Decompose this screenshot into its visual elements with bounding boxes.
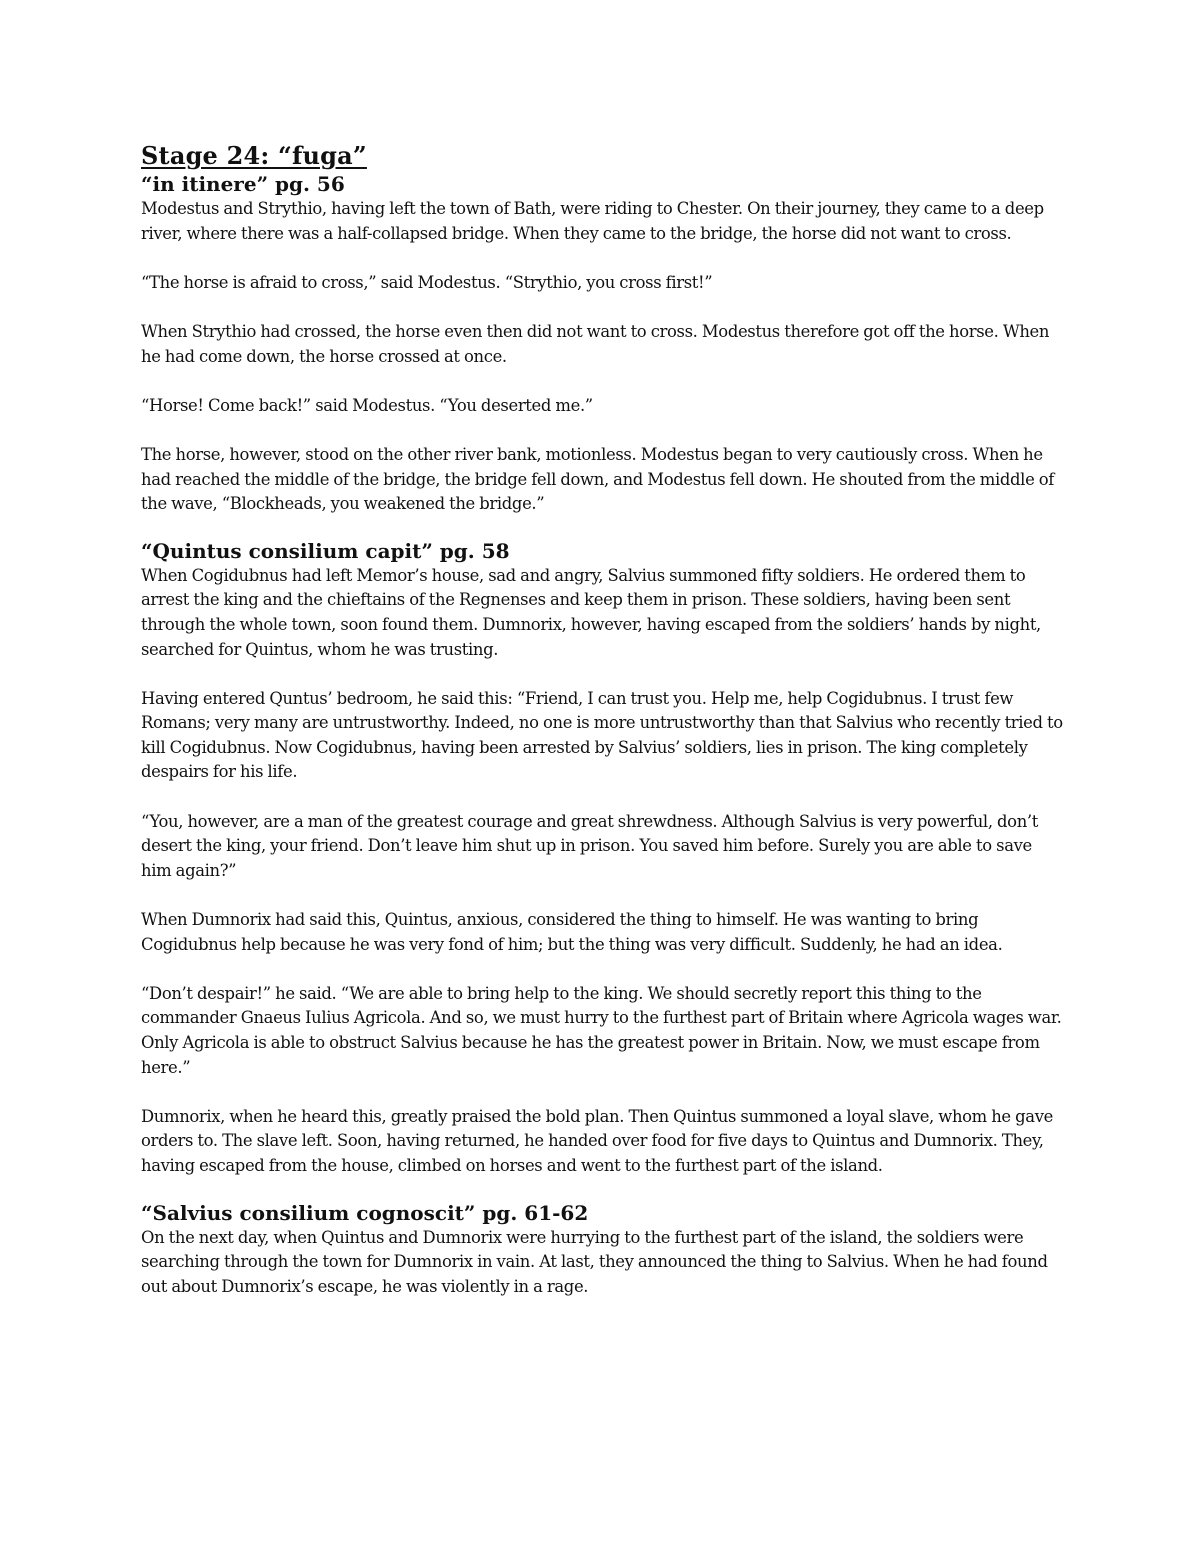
paragraph: When Dumnorix had said this, Quintus, anxious, considered the thing to himself. He was wanting to bring Cogidubnus help because he was very fond of him; but the thing was very difficult. Suddenly, he had an idea. <box>141 910 1003 954</box>
section-in-itinere <box>141 172 1066 517</box>
paragraph: “Horse! Come back!” said Modestus. “You deserted me.” <box>141 395 593 415</box>
page-title: Stage 24: “fuga” <box>141 141 367 170</box>
section-heading: “in itinere” pg. 56 <box>141 172 345 196</box>
paragraph: Dumnorix, when he heard this, greatly praised the bold plan. Then Quintus summoned a loyal slave, whom he gave orders to. The slave left. Soon, having returned, he handed over food for five days to Quintus and Dumnorix. They, having escaped from the house, climbed on horses and went to the furthest part of the island. <box>141 1106 1053 1175</box>
paragraph: Modestus and Strythio, having left the town of Bath, were riding to Chester. On their journey, they came to a deep river, where there was a half-collapsed bridge. When they came to the bridge, the horse did not want to cross. <box>141 199 1044 243</box>
paragraph: When Strythio had crossed, the horse even then did not want to cross. Modestus therefore got off the horse. When he had come down, the horse crossed at once. <box>141 321 1050 366</box>
paragraph: “You, however, are a man of the greatest courage and great shrewdness. Although Salvius is very powerful, don’t desert the king, your friend. Don’t leave him shut up in prison. You saved him before. Surely you are able to save him again?” <box>141 811 1039 880</box>
paragraph: On the next day, when Quintus and Dumnorix were hurrying to the furthest part of the island, the soldiers were searching through the town for Dumnorix in vain. At last, they announced the thing to Salvius. When he had found out about Dumnorix’s escape, he was violently in a rage. <box>141 1227 1048 1296</box>
paragraph: The horse, however, stood on the other river bank, motionless. Modestus began to very cautiously cross. When he had reached the middle of the bridge, the bridge fell down, and Modestus fell down. He shouted from the middle of the wave, “Blockheads, you weakened the bridge.” <box>141 444 1055 514</box>
section-heading: “Salvius consilium cognoscit” pg. 61-62 <box>141 1200 589 1225</box>
paragraph: When Cogidubnus had left Memor’s house, sad and angry, Salvius summoned fifty soldiers. He ordered them to arrest the king and the chieftains of the Regnenses and keep them in prison. These soldiers, having been sent through the whole town, soon found them. Dumnorix, however, having escaped from the soldiers’ hands by night, searched for Quintus, whom he was trusting. <box>141 565 1041 659</box>
paragraph: “The horse is afraid to cross,” said Modestus. “Strythio, you cross first!” <box>141 272 713 292</box>
section-salvius-consilium-cognoscit <box>141 1201 1066 1300</box>
section-quintus-consilium-capit <box>141 539 1066 1179</box>
paragraph: “Don’t despair!” he said. “We are able to bring help to the king. We should secretly report this thing to the commander Gnaeus Iulius Agricola. And so, we must hurry to the furthest part of Britain where Agricola wages war. Only Agricola is able to obstruct Salvius because he has the greatest power in Britain. Now, we must escape from here.” <box>141 983 1062 1077</box>
section-heading: “Quintus consilium capit” pg. 58 <box>141 538 510 563</box>
paragraph: Having entered Quntus’ bedroom, he said this: “Friend, I can trust you. Help me, help Cogidubnus. I trust few Romans; very many are untrustworthy. Indeed, no one is more untrustworthy than that Salvius who recently tried to kill Cogidubnus. Now Cogidubnus, having been arrested by Salvius’ soldiers, lies in prison. The king completely despairs for his life. <box>141 688 1063 782</box>
document-page <box>141 140 1066 1299</box>
